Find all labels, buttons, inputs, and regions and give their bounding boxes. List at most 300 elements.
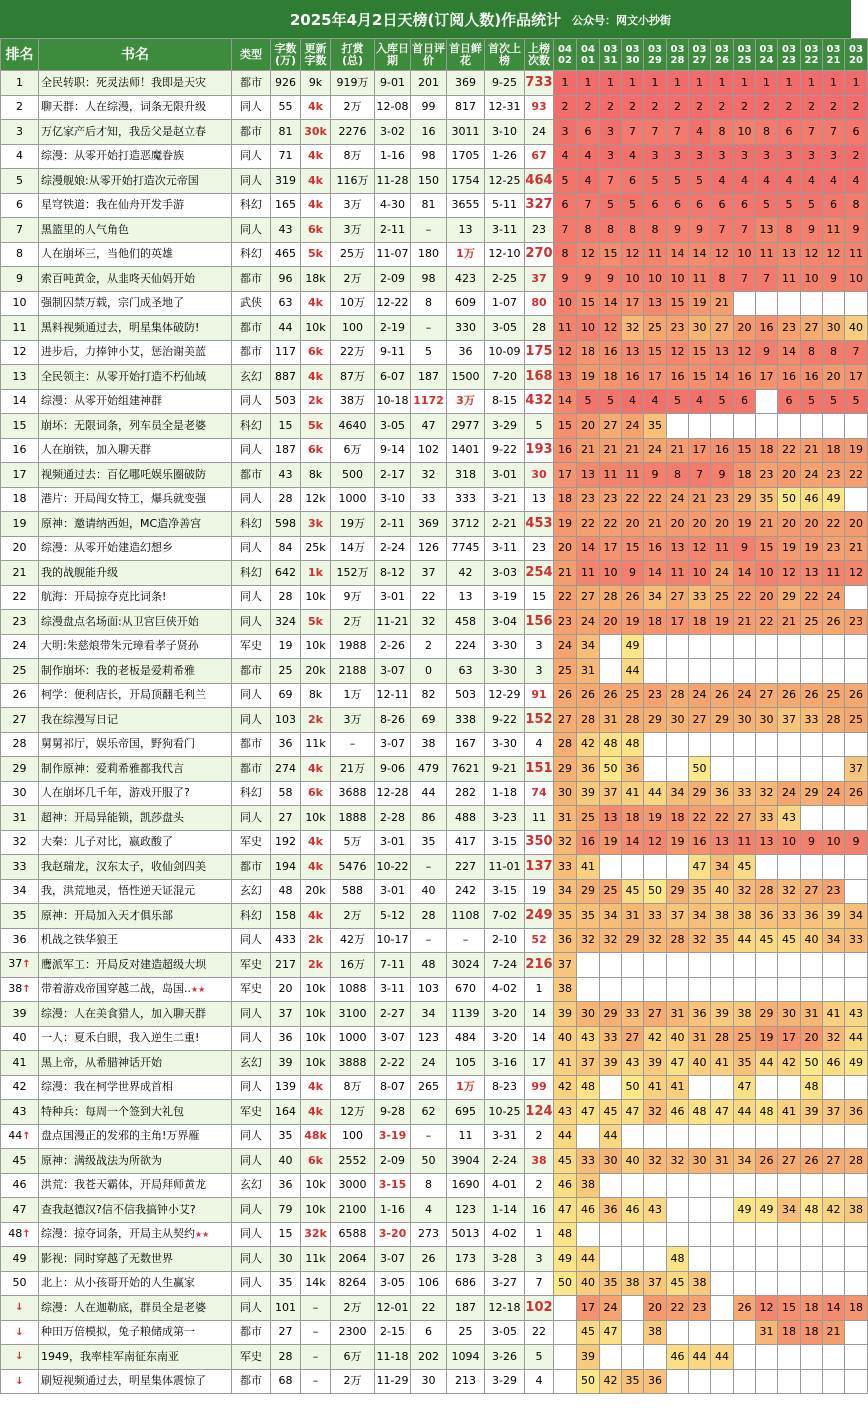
- daily-rank-value: 19: [759, 1031, 774, 1045]
- first-listed-cell: [485, 1173, 525, 1198]
- book-title-text: 机战之铁华狼王: [41, 933, 118, 947]
- daily-rank-cell: [689, 634, 711, 659]
- words-cell-text: 96: [278, 271, 293, 285]
- tip-cell: [331, 218, 375, 243]
- daily-rank-cell: [734, 781, 756, 806]
- daily-rank-cell: [778, 267, 801, 292]
- daily-rank-cell: [689, 487, 711, 512]
- words-cell-text: 30: [278, 1251, 293, 1265]
- daily-rank-value: 44: [648, 786, 662, 800]
- times-text: 99: [531, 1080, 547, 1094]
- daily-rank-value: 19: [804, 541, 819, 555]
- daily-rank-value: 23: [670, 320, 685, 334]
- eval-cell: [411, 1026, 447, 1051]
- daily-rank-cell: [554, 218, 577, 243]
- eval-cell-text: 1172: [413, 394, 444, 408]
- type-cell: [232, 1124, 271, 1149]
- daily-rank-value: 3: [718, 149, 726, 163]
- storage-cell: [375, 169, 411, 194]
- rank-cell-text: 1: [16, 75, 23, 89]
- daily-rank-value: 6: [785, 394, 793, 408]
- daily-rank-value: 50: [558, 1276, 572, 1290]
- daily-rank-value: 24: [648, 443, 662, 457]
- tip-cell-text: 87万: [340, 369, 365, 383]
- daily-rank-value: 30: [782, 1006, 796, 1020]
- storage-cell-text: 2-22: [380, 1055, 405, 1069]
- type-cell: [232, 389, 271, 414]
- first-listed-cell: [485, 365, 525, 390]
- daily-rank-cell: [622, 953, 644, 978]
- daily-rank-value: 36: [625, 761, 640, 775]
- daily-rank-value: 18: [826, 443, 841, 457]
- daily-rank-cell: [554, 389, 577, 414]
- daily-rank-value: 40: [692, 1055, 707, 1069]
- daily-rank-cell: [622, 585, 644, 610]
- update-cell: [301, 1222, 331, 1247]
- eval-cell-text: 24: [421, 1055, 436, 1069]
- words-cell: [271, 463, 301, 488]
- book-title: [39, 1345, 232, 1370]
- daily-rank-cell: [622, 1320, 644, 1345]
- daily-rank-cell: [734, 242, 756, 267]
- storage-cell: [375, 389, 411, 414]
- flower-cell-text: 609: [455, 296, 476, 310]
- update-cell: [301, 1369, 331, 1394]
- tip-cell-text: 10万: [340, 296, 365, 310]
- times-text: 13: [532, 492, 546, 506]
- daily-rank-value: 21: [782, 614, 796, 628]
- daily-rank-cell: [801, 1124, 823, 1149]
- first-listed-cell: [485, 169, 525, 194]
- daily-rank-cell: [600, 708, 622, 733]
- daily-rank-value: 1: [674, 75, 681, 89]
- daily-rank-cell: [689, 1198, 711, 1223]
- daily-rank-cell: [577, 904, 600, 929]
- rank-cell: [1, 634, 39, 659]
- flower-cell: [447, 732, 485, 757]
- daily-rank-value: 11: [625, 467, 640, 481]
- times-text: 102: [525, 1299, 553, 1315]
- eval-cell-text: 44: [421, 786, 436, 800]
- rank-cell-text: 41: [12, 1055, 27, 1069]
- words-cell-text: 27: [278, 810, 293, 824]
- daily-rank-cell: [823, 487, 845, 512]
- daily-rank-cell: [600, 1124, 622, 1149]
- words-cell-text: 158: [275, 908, 296, 922]
- daily-rank-cell: [622, 365, 644, 390]
- daily-rank-cell: [644, 1247, 667, 1272]
- daily-rank-cell: [577, 610, 600, 635]
- eval-cell-text: 479: [418, 761, 439, 775]
- update-cell-text: 4k: [308, 908, 323, 922]
- book-title-text: 我的战舰能升级: [41, 565, 118, 579]
- book-title: [39, 1149, 232, 1174]
- type-cell: [232, 953, 271, 978]
- daily-rank-cell: [823, 291, 845, 316]
- flower-cell: [447, 1149, 485, 1174]
- table-row: [1, 414, 868, 439]
- flower-cell: [447, 438, 485, 463]
- type-cell-text: 同人: [240, 1202, 262, 1216]
- storage-cell-text: 6-07: [380, 369, 405, 383]
- daily-rank-value: 24: [670, 492, 685, 506]
- daily-rank-cell: [823, 71, 845, 96]
- daily-rank-cell: [554, 708, 577, 733]
- words-cell: [271, 1247, 301, 1272]
- storage-cell-text: 3-15: [378, 1178, 407, 1192]
- daily-rank-cell: [644, 732, 667, 757]
- daily-rank-value: 9: [852, 835, 860, 849]
- flower-cell-text: 13: [458, 222, 473, 236]
- update-cell: [301, 144, 331, 169]
- eval-cell: [411, 708, 447, 733]
- arrow-down-icon: ↓: [15, 1326, 24, 1338]
- daily-rank-cell: [644, 806, 667, 831]
- table-row: [1, 659, 868, 684]
- daily-rank-cell: [756, 659, 778, 684]
- daily-rank-cell: [554, 1051, 577, 1076]
- daily-rank-cell: [600, 487, 622, 512]
- update-cell-text: 10k: [305, 590, 326, 604]
- daily-rank-value: 25: [826, 688, 841, 702]
- daily-rank-value: 1: [651, 75, 659, 89]
- daily-rank-cell: [756, 1149, 778, 1174]
- times-text: 1: [535, 1227, 543, 1241]
- daily-rank-cell: [778, 463, 801, 488]
- daily-rank-value: 41: [625, 786, 640, 800]
- daily-rank-cell: [778, 291, 801, 316]
- rank-cell-text: 10: [12, 296, 27, 310]
- rank-cell: [1, 659, 39, 684]
- daily-rank-cell: [644, 977, 667, 1002]
- daily-rank-value: 12: [715, 247, 729, 261]
- daily-rank-cell: [734, 291, 756, 316]
- type-cell-text: 科幻: [240, 786, 262, 800]
- type-cell-text: 科幻: [240, 418, 262, 432]
- eval-cell: [411, 977, 447, 1002]
- daily-rank-cell: [554, 561, 577, 586]
- flower-cell-text: 13: [458, 590, 473, 604]
- daily-rank-cell: [756, 953, 778, 978]
- daily-rank-value: 25: [648, 320, 662, 334]
- daily-rank-cell: [756, 536, 778, 561]
- type-cell-text: 同人: [240, 1153, 262, 1167]
- header-date: 03 21: [823, 39, 845, 71]
- flower-cell: [447, 659, 485, 684]
- daily-rank-value: 48: [581, 1080, 595, 1094]
- daily-rank-value: 34: [849, 908, 863, 922]
- flower-cell: [447, 512, 485, 537]
- daily-rank-value: 35: [625, 1374, 640, 1388]
- words-cell-text: 15: [278, 418, 293, 432]
- storage-cell: [375, 120, 411, 145]
- tip-cell-text: 2100: [338, 1202, 367, 1216]
- daily-rank-value: 6: [830, 198, 837, 212]
- daily-rank-cell: [756, 1026, 778, 1051]
- table-row: [1, 1100, 868, 1125]
- daily-rank-cell: [711, 1149, 734, 1174]
- daily-rank-value: 30: [692, 1153, 707, 1167]
- times-text: 52: [531, 933, 547, 947]
- storage-cell-text: 2-15: [380, 1325, 405, 1339]
- first-listed-cell: [485, 904, 525, 929]
- tip-cell: [331, 169, 375, 194]
- times-text: 22: [532, 1325, 546, 1339]
- daily-rank-cell: [778, 1271, 801, 1296]
- daily-rank-value: 21: [558, 565, 572, 579]
- tip-cell-text: 1988: [338, 639, 367, 653]
- update-cell-text: 30k: [304, 124, 327, 138]
- flower-cell-text: 817: [455, 100, 476, 114]
- daily-rank-value: 49: [849, 1055, 863, 1069]
- eval-cell-text: 32: [421, 614, 436, 628]
- daily-rank-value: 12: [737, 345, 752, 359]
- type-cell-text: 军史: [240, 1104, 262, 1118]
- daily-rank-cell: [778, 1369, 801, 1394]
- type-cell-text: 军史: [240, 957, 262, 971]
- book-title: [39, 291, 232, 316]
- daily-rank-value: 10: [804, 271, 819, 285]
- tip-cell-text: 1000: [338, 492, 367, 506]
- daily-rank-value: 27: [558, 712, 572, 726]
- daily-rank-cell: [622, 757, 644, 782]
- flower-cell: [447, 781, 485, 806]
- flower-cell-text: 695: [455, 1104, 476, 1118]
- tip-cell: [331, 438, 375, 463]
- daily-rank-value: 7: [741, 222, 748, 236]
- words-cell-text: 926: [275, 75, 296, 89]
- eval-cell: [411, 1124, 447, 1149]
- daily-rank-cell: [600, 561, 622, 586]
- daily-rank-cell: [711, 389, 734, 414]
- daily-rank-value: 7: [808, 124, 815, 138]
- flower-cell: [447, 585, 485, 610]
- update-cell: [301, 1247, 331, 1272]
- daily-rank-value: 40: [670, 1031, 685, 1045]
- storage-cell-text: 3-05: [380, 418, 405, 432]
- ranking-table: [0, 38, 868, 1394]
- daily-rank-value: 6: [741, 198, 748, 212]
- daily-rank-cell: [622, 1075, 644, 1100]
- storage-cell-text: 9-11: [380, 345, 405, 359]
- tip-cell: [331, 855, 375, 880]
- flower-cell-text: 1万: [456, 1080, 475, 1094]
- type-cell: [232, 561, 271, 586]
- update-cell: [301, 414, 331, 439]
- daily-rank-value: 7: [696, 467, 703, 481]
- daily-rank-cell: [778, 242, 801, 267]
- update-cell-text: 4k: [308, 100, 323, 114]
- daily-rank-value: 5: [651, 173, 659, 187]
- daily-rank-value: 45: [782, 933, 796, 947]
- daily-rank-cell: [667, 1026, 689, 1051]
- update-cell-text: 32k: [304, 1227, 327, 1241]
- flower-cell-text: 1094: [451, 1349, 480, 1363]
- daily-rank-cell: [554, 438, 577, 463]
- daily-rank-cell: [644, 389, 667, 414]
- daily-rank-value: 11: [849, 247, 863, 261]
- type-cell: [232, 1320, 271, 1345]
- times-cell: [525, 1296, 554, 1321]
- daily-rank-cell: [667, 1296, 689, 1321]
- daily-rank-cell: [756, 512, 778, 537]
- rank-cell: [1, 463, 39, 488]
- rank-cell: [1, 389, 39, 414]
- daily-rank-value: 39: [804, 1104, 819, 1118]
- rank-cell: [1, 708, 39, 733]
- first-listed-cell: [485, 1026, 525, 1051]
- storage-cell-text: 3-20: [378, 1227, 407, 1241]
- words-cell-text: 15: [278, 1227, 293, 1241]
- first-listed-cell: [485, 414, 525, 439]
- first-listed-cell: [485, 438, 525, 463]
- first-listed-cell-text: 8-23: [492, 1080, 517, 1094]
- rank-cell: [1, 610, 39, 635]
- daily-rank-value: 7: [674, 124, 681, 138]
- words-cell-text: 58: [278, 786, 293, 800]
- eval-cell-text: 2: [425, 639, 432, 653]
- daily-rank-cell: [734, 1124, 756, 1149]
- times-cell: [525, 193, 554, 218]
- daily-rank-value: 27: [759, 688, 774, 702]
- tip-cell: [331, 928, 375, 953]
- daily-rank-value: 21: [849, 541, 863, 555]
- daily-rank-cell: [554, 1002, 577, 1027]
- times-cell: [525, 414, 554, 439]
- storage-cell: [375, 512, 411, 537]
- daily-rank-cell: [689, 1149, 711, 1174]
- daily-rank-cell: [845, 1026, 868, 1051]
- daily-rank-cell: [756, 1320, 778, 1345]
- daily-rank-cell: [600, 267, 622, 292]
- daily-rank-value: 26: [603, 688, 618, 702]
- first-listed-cell-text: 3-29: [492, 1374, 517, 1388]
- storage-cell-text: 11-18: [376, 1349, 409, 1363]
- first-listed-cell: [485, 1051, 525, 1076]
- type-cell-text: 同人: [240, 394, 262, 408]
- book-title: [39, 953, 232, 978]
- table-row: [1, 463, 868, 488]
- daily-rank-value: 4: [808, 173, 815, 187]
- daily-rank-value: 37: [826, 1104, 841, 1118]
- tip-cell-text: 500: [342, 467, 363, 481]
- first-listed-cell-text: 7-02: [492, 908, 517, 922]
- daily-rank-value: 31: [715, 1153, 729, 1167]
- daily-rank-value: 16: [670, 369, 685, 383]
- daily-rank-value: 36: [581, 761, 595, 775]
- daily-rank-cell: [600, 438, 622, 463]
- daily-rank-value: 8: [674, 467, 681, 481]
- eval-cell: [411, 291, 447, 316]
- book-title-text: 人在崩坏几千年，游戏开服了?: [41, 786, 190, 800]
- table-row: [1, 781, 868, 806]
- daily-rank-value: 38: [737, 1006, 752, 1020]
- words-cell: [271, 610, 301, 635]
- first-listed-cell-text: 3-20: [492, 1006, 517, 1020]
- daily-rank-value: 39: [715, 1006, 729, 1020]
- book-title-text: 柯学：便利店长，开局顶翻毛利兰: [41, 688, 206, 702]
- daily-rank-cell: [845, 1271, 868, 1296]
- daily-rank-cell: [689, 389, 711, 414]
- daily-rank-value: 2: [741, 100, 748, 114]
- daily-rank-value: 38: [692, 1276, 707, 1290]
- daily-rank-cell: [577, 316, 600, 341]
- tip-cell-text: 2万: [343, 100, 362, 114]
- type-cell: [232, 855, 271, 880]
- daily-rank-cell: [622, 291, 644, 316]
- daily-rank-value: 36: [603, 1202, 618, 1216]
- words-cell: [271, 340, 301, 365]
- daily-rank-cell: [644, 144, 667, 169]
- daily-rank-cell: [622, 536, 644, 561]
- first-listed-cell-text: 3-30: [492, 639, 517, 653]
- daily-rank-cell: [734, 1149, 756, 1174]
- words-cell: [271, 1149, 301, 1174]
- daily-rank-cell: [756, 1222, 778, 1247]
- daily-rank-value: 18: [737, 467, 752, 481]
- daily-rank-value: 32: [759, 786, 774, 800]
- type-cell: [232, 634, 271, 659]
- daily-rank-value: 11: [603, 467, 618, 481]
- rank-cell: [1, 732, 39, 757]
- rank-cell: [1, 1222, 39, 1247]
- times-cell: [525, 830, 554, 855]
- times-cell: [525, 781, 554, 806]
- daily-rank-value: 25: [804, 614, 819, 628]
- daily-rank-cell: [600, 291, 622, 316]
- daily-rank-cell: [845, 340, 868, 365]
- flower-cell-text: 1500: [451, 369, 480, 383]
- book-title: [39, 438, 232, 463]
- book-title-text: 影视：同时穿越了无数世界: [41, 1251, 173, 1265]
- book-title: [39, 512, 232, 537]
- rank-cell-text: 44: [8, 1128, 23, 1142]
- daily-rank-value: 5: [808, 394, 815, 408]
- update-cell: [301, 438, 331, 463]
- book-title-text: 北上：从小孩哥开始的人生赢家: [41, 1276, 195, 1290]
- daily-rank-value: 6: [561, 198, 569, 212]
- words-cell: [271, 438, 301, 463]
- eval-cell: [411, 659, 447, 684]
- update-cell: [301, 267, 331, 292]
- update-cell-text: 18k: [305, 271, 326, 285]
- eval-cell-text: 99: [421, 100, 436, 114]
- daily-rank-cell: [711, 634, 734, 659]
- daily-rank-value: 24: [715, 565, 729, 579]
- times-cell: [525, 438, 554, 463]
- daily-rank-cell: [845, 585, 868, 610]
- daily-rank-cell: [689, 267, 711, 292]
- rank-cell-text: 47: [12, 1202, 27, 1216]
- times-text: 168: [525, 368, 553, 384]
- type-cell: [232, 806, 271, 831]
- rank-cell-text: 14: [12, 394, 27, 408]
- update-cell-text: 2k: [308, 933, 323, 947]
- daily-rank-value: 35: [715, 933, 729, 947]
- daily-rank-value: 31: [759, 1325, 774, 1339]
- book-title-text: 洪荒：我苍天霸体，开局拜师黄龙: [41, 1178, 206, 1192]
- daily-rank-cell: [622, 830, 644, 855]
- words-cell-text: 36: [278, 1178, 293, 1192]
- daily-rank-cell: [600, 1173, 622, 1198]
- daily-rank-value: 23: [849, 614, 863, 628]
- daily-rank-cell: [845, 487, 868, 512]
- daily-rank-cell: [689, 781, 711, 806]
- type-cell-text: 军史: [240, 835, 262, 849]
- daily-rank-cell: [667, 1369, 689, 1394]
- words-cell: [271, 512, 301, 537]
- daily-rank-cell: [622, 879, 644, 904]
